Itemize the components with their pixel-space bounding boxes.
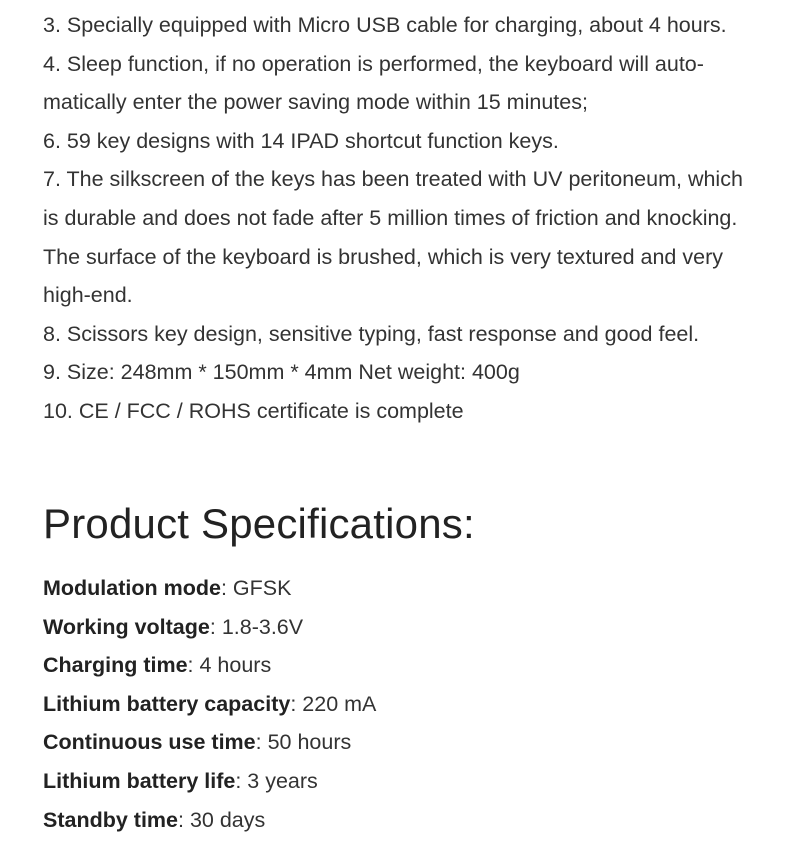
product-description: [43, 0, 763, 832]
spec-label: Continuous use time: [43, 730, 256, 755]
spec-row: Modulation mode: GFSK: [43, 576, 292, 600]
spec-value: 220 mA: [302, 691, 377, 716]
feature-item: 8. Scissors key design, sensitive typing, fast response and good feel.: [43, 321, 700, 346]
spec-value: 1.8-3.6V: [221, 614, 304, 639]
spec-label: Lithium battery life: [43, 768, 236, 793]
feature-list: [43, 6, 763, 431]
spec-value: GFSK: [232, 576, 292, 600]
spec-row: Standby time: 30 days: [43, 807, 266, 832]
spec-label: Modulation mode: [43, 576, 221, 600]
spec-row: Lithium battery life: 3 years: [43, 768, 318, 793]
feature-item: 4. Sleep function, if no operation is performed, the keyboard will auto-matically enter the power saving mode within 15 minutes;: [43, 51, 704, 115]
spec-label: Standby time: [43, 807, 178, 832]
spec-value: 4 hours: [199, 653, 272, 678]
spec-value: 30 days: [189, 807, 266, 832]
spec-row: Lithium battery capacity: 220 mA: [43, 691, 377, 716]
spec-label: Lithium battery capacity: [43, 691, 291, 716]
spec-row: Continuous use time: 50 hours: [43, 730, 352, 755]
feature-item: 9. Size: 248mm * 150mm * 4mm Net weight: 400g: [43, 360, 520, 385]
feature-item: 7. The silkscreen of the keys has been treated with UV peritoneum, which is durable and does not fade after 5 million times of friction and knocking. The surface of the keyboard is brushed, which is very textured and very high-end.: [43, 167, 743, 308]
spec-label: Charging time: [43, 653, 188, 678]
spec-value: 50 hours: [267, 730, 352, 755]
spec-label: Working voltage: [43, 614, 210, 639]
feature-item: 6. 59 key designs with 14 IPAD shortcut function keys.: [43, 128, 559, 153]
feature-item: 3. Specially equipped with Micro USB cable for charging, about 4 hours.: [43, 13, 727, 37]
spec-list: [43, 569, 376, 839]
spec-row: Working voltage: 1.8-3.6V: [43, 614, 304, 639]
spec-value: 3 years: [247, 768, 318, 793]
section-title: Product Specifications:: [43, 500, 475, 547]
feature-item: 10. CE / FCC / ROHS certificate is complete: [43, 398, 464, 423]
spec-row: Charging time: 4 hours: [43, 653, 272, 678]
